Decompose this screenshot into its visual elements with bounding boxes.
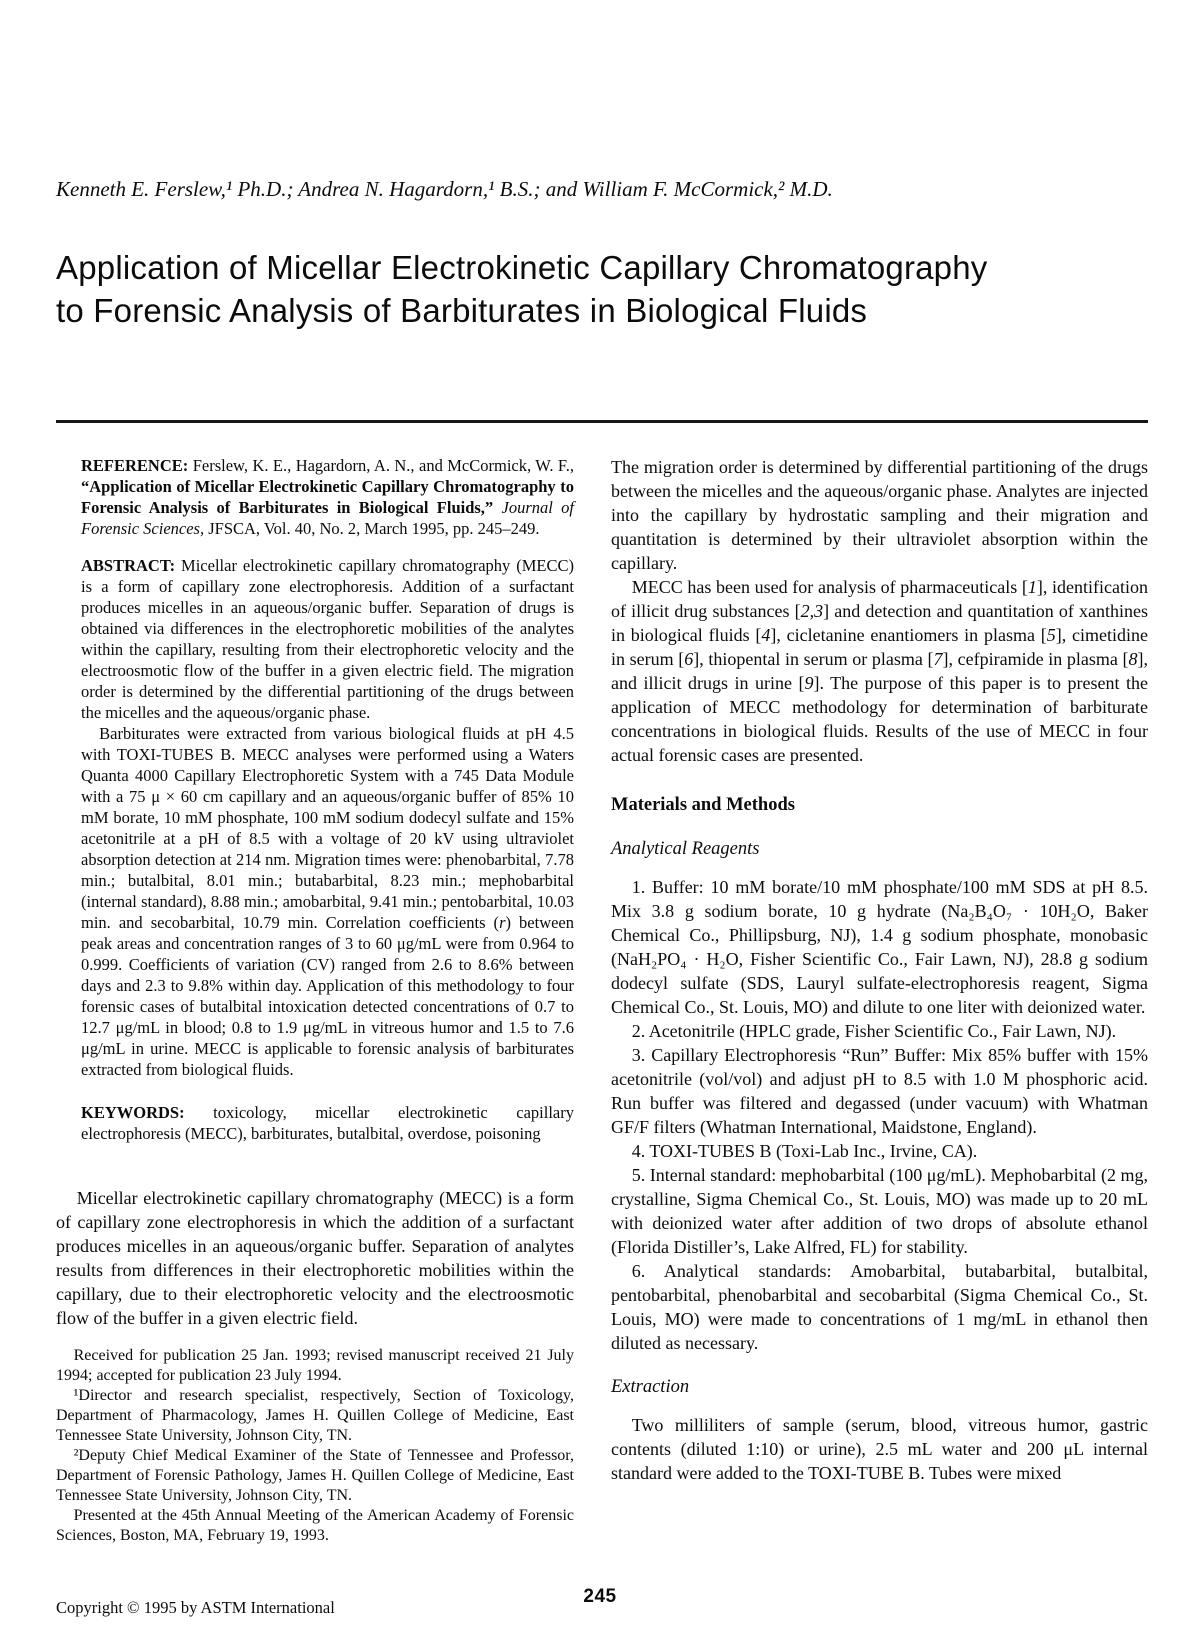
keywords-paragraph: KEYWORDS: toxicology, micellar electrokinetic capillary electrophoresis (MECC), barbiturates, butalbital, overdose, poisoning (81, 1103, 575, 1143)
materials-and-methods-heading: Materials and Methods (611, 795, 795, 815)
mecc-uses-paragraph: MECC has been used for analysis of pharmaceuticals [1], identification of illicit drug substances [2,3] and detection and quantitation of xanthines in biological fluids [4], cicletanine enantiomers in plasma [5], cimetidine in serum [6], thiopental in serum or plasma [7], cefpiramide in plasma [8], and illicit drugs in urine [9]. The purpose of this paper is to present the application of MECC methodology for determination of barbiturate concentrations in biological fluids. Results of the use of MECC in four actual forensic cases are presented. (611, 577, 1149, 765)
abstract-paragraph-1: ABSTRACT: Micellar electrokinetic capillary chromatography (MECC) is a form of capillary zone electrophoresis. Addition of a surfactant produces micelles in an aqueous/organic buffer. Separation of drugs is obtained via differences in the electrophoretic mobilities of the analytes within the capillary, resulting from their electrophoretic velocity and the electroosmotic flow of the buffer in a given electric field. The migration order is determined by the differential partitioning of the drugs between the micelles and the aqueous/organic phase. (81, 556, 574, 722)
author-line: Kenneth E. Ferslew,¹ Ph.D.; Andrea N. Hagardorn,¹ B.S.; and William F. McCormick,² M.D. (56, 177, 833, 201)
reagent-item-4: 4. TOXI-TUBES B (Toxi-Lab Inc., Irvine, CA). (631, 1141, 978, 1161)
analytical-reagents-subheading: Analytical Reagents (611, 839, 760, 859)
article-title (56, 246, 1136, 332)
continuation-paragraph: The migration order is determined by differential partitioning of the drugs between the micelles and the aqueous/organic phase. Analytes are injected into the capillary by hydrostatic sampling and their migration and quantitation is determined by their ultraviolet absorption within the capillary. (611, 457, 1148, 573)
reference-abstract-block (81, 455, 574, 1144)
article-title-line1: Application of Micellar Electrokinetic Capillary Chromatography (56, 249, 988, 286)
reagent-item-3: 3. Capillary Electrophoresis “Run” Buffer: Mix 85% buffer with 15% acetonitrile (vol/vol) and adjust pH to 8.5 with 1.0 M phosphoric acid. Run buffer was filtered and degassed (under vacuum) with Whatman GF/F filters (Whatman International, Maidstone, England). (611, 1045, 1148, 1137)
reference-paragraph: REFERENCE: Ferslew, K. E., Hagardorn, A. N., and McCormick, W. F., “Application of Micellar Electrokinetic Capillary Chromatography to Forensic Analysis of Barbiturates in Biological Fluids,” Journal of Forensic Sciences, JFSCA, Vol. 40, No. 2, March 1995, pp. 245–249. (81, 456, 574, 538)
abstract-paragraph-2: Barbiturates were extracted from various biological fluids at pH 4.5 with TOXI-TUBES B. MECC analyses were performed using a Waters Quanta 4000 Capillary Electrophoretic System with a 745 Data Module with a 75 μ × 60 cm capillary and an aqueous/organic buffer of 85% 10 mM borate, 10 mM phosphate, 100 mM sodium dodecyl sulfate and 15% acetonitrile at a pH of 8.5 with a voltage of 20 kV using ultraviolet absorption detection at 214 nm. Migration times were: phenobarbital, 7.78 min.; butalbital, 8.01 min.; butabarbital, 8.23 min.; mephobarbital (internal standard), 8.88 min.; amobarbital, 9.41 min.; pentobarbital, 10.03 min. and secobarbital, 10.79 min. Correlation coefficients (r) between peak areas and concentration ranges of 3 to 60 μg/mL were from 0.964 to 0.999. Coefficients of variation (CV) ranged from 2.6 to 8.6% between days and 2.3 to 9.8% within day. Application of this methodology to four forensic cases of butalbital intoxication detected concentrations of 0.7 to 12.7 μg/mL in blood; 0.8 to 1.9 μg/mL in vitreous humor and 1.5 to 7.6 μg/mL in urine. MECC is applicable to forensic analysis of barbiturates extracted from biological fluids. (81, 724, 575, 1079)
footnotes-block (56, 1346, 574, 1546)
extraction-paragraph: Two milliliters of sample (serum, blood, vitreous humor, gastric contents (diluted 1:10) or urine), 2.5 mL water and 200 μL internal standard were added to the TOXI-TUBE B. Tubes were mixed (611, 1415, 1148, 1483)
article-title-line2: to Forensic Analysis of Barbiturates in Biological Fluids (56, 292, 868, 329)
header-rule (56, 420, 1148, 423)
reagent-item-2: 2. Acetonitrile (HPLC grade, Fisher Scientific Co., Fair Lawn, NJ). (631, 1021, 1117, 1041)
footnote-1: ¹Director and research specialist, respectively, Section of Toxicology, Department of Pharmacology, James H. Quillen College of Medicine, East Tennessee State University, Johnson City, TN. (56, 1387, 574, 1444)
copyright-notice: Copyright © 1995 by ASTM International (56, 1598, 335, 1617)
extraction-subheading: Extraction (611, 1377, 690, 1397)
footnote-presented: Presented at the 45th Annual Meeting of the American Academy of Forensic Sciences, Boston, MA, February 19, 1993. (56, 1507, 574, 1544)
two-column-body (56, 455, 1148, 1546)
page-number: 245 (583, 1586, 617, 1607)
reagent-item-6: 6. Analytical standards: Amobarbital, butabarbital, butalbital, pentobarbital, phenobarbital and secobarbital (Sigma Chemical Co., St. Louis, MO) were made to concentrations of 1 mg/mL in ethanol then diluted as necessary. (611, 1261, 1148, 1353)
reagent-item-1: 1. Buffer: 10 mM borate/10 mM phosphate/100 mM SDS at pH 8.5. Mix 3.8 g sodium borate, 10 g hydrate (Na₂B₄O₇ · 10H₂O, Baker Chemical Co., Phillipsburg, NJ), 1.4 g sodium phosphate, monobasic (NaH₂PO₄ · H₂O, Fisher Scientific Co., Fair Lawn, NJ), 28.8 g sodium dodecyl sulfate (SDS, Lauryl sulfate-electrophoresis reagent, Sigma Chemical Co., St. Louis, MO) and dilute to one liter with deionized water. (611, 877, 1148, 1017)
intro-paragraph: Micellar electrokinetic capillary chromatography (MECC) is a form of capillary zone electrophoresis in which the addition of a surfactant produces micelles in an aqueous/organic buffer. Separation of analytes results from differences in their electrophoretic mobilities within the capillary, due to their electrophoretic velocity and the electroosmotic flow of the buffer in a given electric field. (56, 1188, 574, 1328)
right-column (611, 455, 1148, 1546)
footnote-2: ²Deputy Chief Medical Examiner of the State of Tennessee and Professor, Department of Forensic Pathology, James H. Quillen College of Medicine, East Tennessee State University, Johnson City, TN. (56, 1447, 574, 1504)
reagent-item-5: 5. Internal standard: mephobarbital (100 μg/mL). Mephobarbital (2 mg, crystalline, Sigma Chemical Co., St. Louis, MO) was made up to 20 mL with deionized water after addition of two drops of absolute ethanol (Florida Distiller’s, Lake Alfred, FL) for stability. (611, 1165, 1148, 1257)
left-column (56, 455, 574, 1546)
footnote-received: Received for publication 25 Jan. 1993; revised manuscript received 21 July 1994; accepted for publication 23 July 1994. (56, 1347, 574, 1384)
